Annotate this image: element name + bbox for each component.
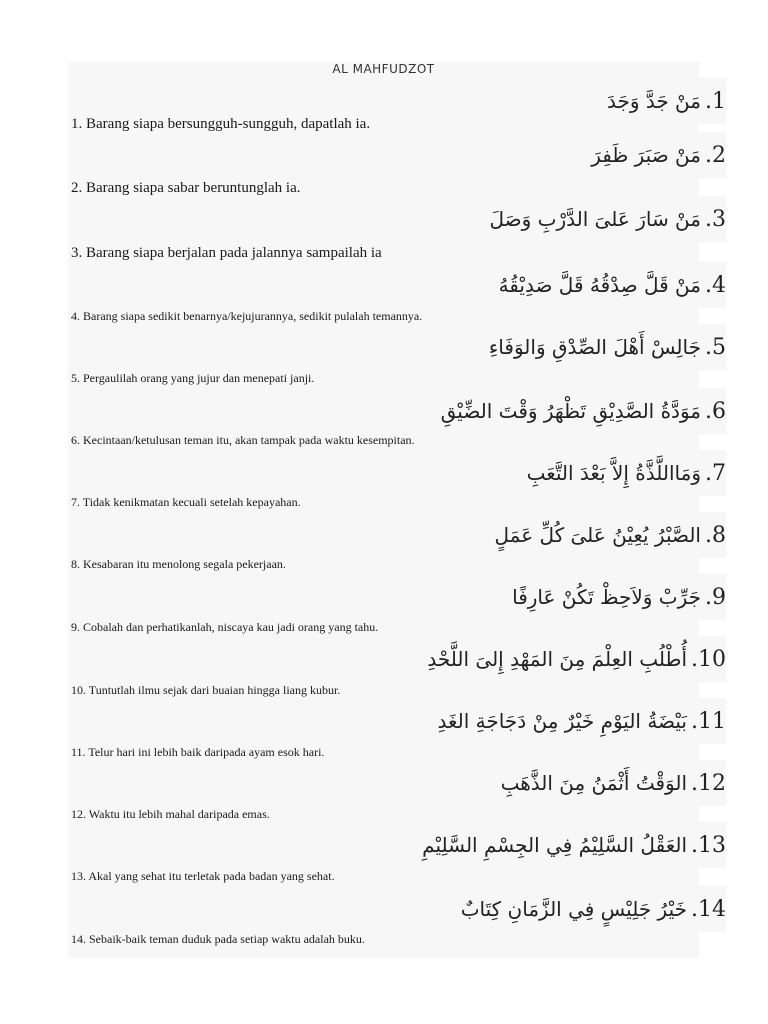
entry-number: .3: [705, 206, 726, 232]
translation-text: 8. Kesabaran itu menolong segala pekerjaan.: [71, 557, 286, 571]
entry-number: .6: [705, 398, 726, 424]
translation-text: 12. Waktu itu lebih mahal daripada emas.: [71, 807, 270, 821]
arabic-text: بَيْضَةُ اليَوْمِ خَيْرٌ مِنْ دَجَاجَةِ الغَدِ: [437, 709, 687, 733]
entry-number: .13: [691, 832, 726, 858]
arabic-text: مَنْ سَارَ عَلىَ الدَّرْبِ وَصَلَ: [489, 207, 701, 231]
arabic-line: [493, 262, 726, 308]
arabic-text: مَوَدَّةُ الصَّدِيْقِ تَظْهَرُ وَقْتَ الضِّيْقِ: [440, 399, 701, 423]
entry-number: .2: [705, 142, 726, 168]
translation-text: 9. Cobalah dan perhatikanlah, niscaya kau jadi orang yang tahu.: [71, 620, 379, 634]
entry-number: .9: [705, 584, 726, 610]
arabic-text: العَقْلُ السَّلِيْمُ فِي الجِسْمِ السَّلِيْمِ: [422, 833, 687, 857]
arabic-line: [435, 388, 726, 434]
arabic-text: وَمَااللَّذَّةُ إِلاَّ بَعْدَ التَّعَبِ: [526, 461, 701, 485]
arabic-text: جَرِّبْ وَلاَحِظْ تَكُنْ عَارِفًا: [512, 585, 701, 609]
translation-text: 7. Tidak kenikmatan kecuali setelah kepayahan.: [71, 495, 301, 509]
translation-text: 14. Sebaik-baik teman duduk pada setiap waktu adalah buku.: [71, 932, 365, 946]
arabic-text: جَالِسْ أَهْلَ الصِّدْقِ وَالوَفَاءِ: [488, 335, 701, 359]
entry-number: .10: [691, 646, 726, 672]
entry-number: .11: [691, 708, 726, 734]
document-title: AL MAHFUDZOT: [332, 62, 435, 76]
translation-text: 2. Barang siapa sabar beruntunglah ia.: [71, 180, 301, 196]
arabic-line: [495, 760, 726, 806]
entry-number: .4: [705, 272, 726, 298]
arabic-text: أُطْلُبِ العِلْمَ مِنَ المَهْدِ إِلىَ اللَّحْدِ: [427, 647, 687, 671]
arabic-text: الوَقْتُ أَثْمَنُ مِنَ الذَّهَبِ: [500, 771, 687, 795]
arabic-text: مَنْ جَدَّ وَجَدَ: [606, 89, 701, 113]
entry-number: .8: [705, 522, 726, 548]
entry-number: .5: [705, 334, 726, 360]
entry-number: .12: [691, 770, 726, 796]
translation-text: 10. Tuntutlah ilmu sejak dari buaian hingga liang kubur.: [71, 683, 341, 697]
translation-text: 3. Barang siapa berjalan pada jalannya sampailah ia: [71, 245, 382, 261]
entry-number: .14: [691, 896, 726, 922]
translation-text: 5. Pergaulilah orang yang jujur dan menepati janji.: [71, 371, 315, 385]
arabic-text: خَيْرُ جَلِيْسٍ فِي الزَّمَانِ كِتَابٌ: [460, 897, 687, 921]
translation-text: 11. Telur hari ini lebih baik daripada ayam esok hari.: [71, 745, 325, 759]
translation-text: 13. Akal yang sehat itu terletak pada badan yang sehat.: [71, 869, 335, 883]
arabic-line: [483, 324, 726, 370]
entry-number: .7: [705, 460, 726, 486]
arabic-line: [585, 132, 726, 178]
entry-number: .1: [705, 88, 726, 114]
arabic-line: [601, 78, 726, 124]
arabic-line: [421, 636, 726, 682]
arabic-line: [432, 698, 726, 744]
arabic-line: [521, 450, 726, 496]
translation-text: 6. Kecintaan/ketulusan teman itu, akan tampak pada waktu kesempitan.: [71, 433, 415, 447]
translation-text: 4. Barang siapa sedikit benarnya/kejujurannya, sedikit pulalah temannya.: [71, 309, 423, 323]
arabic-text: مَنْ صَبَرَ ظَفِرَ: [591, 143, 701, 167]
arabic-line: [455, 886, 726, 932]
arabic-text: مَنْ قَلَّ صِدْقُهُ قَلَّ صَدِيْقُهُ: [498, 273, 701, 297]
arabic-text: الصَّبْرُ يُعِيْنُ عَلىَ كُلِّ عَمَلٍ: [494, 523, 701, 547]
arabic-line: [506, 574, 726, 620]
arabic-line: [416, 822, 726, 868]
arabic-line: [483, 196, 726, 242]
arabic-line: [488, 512, 726, 558]
translation-text: 1. Barang siapa bersungguh-sungguh, dapatlah ia.: [71, 116, 371, 132]
